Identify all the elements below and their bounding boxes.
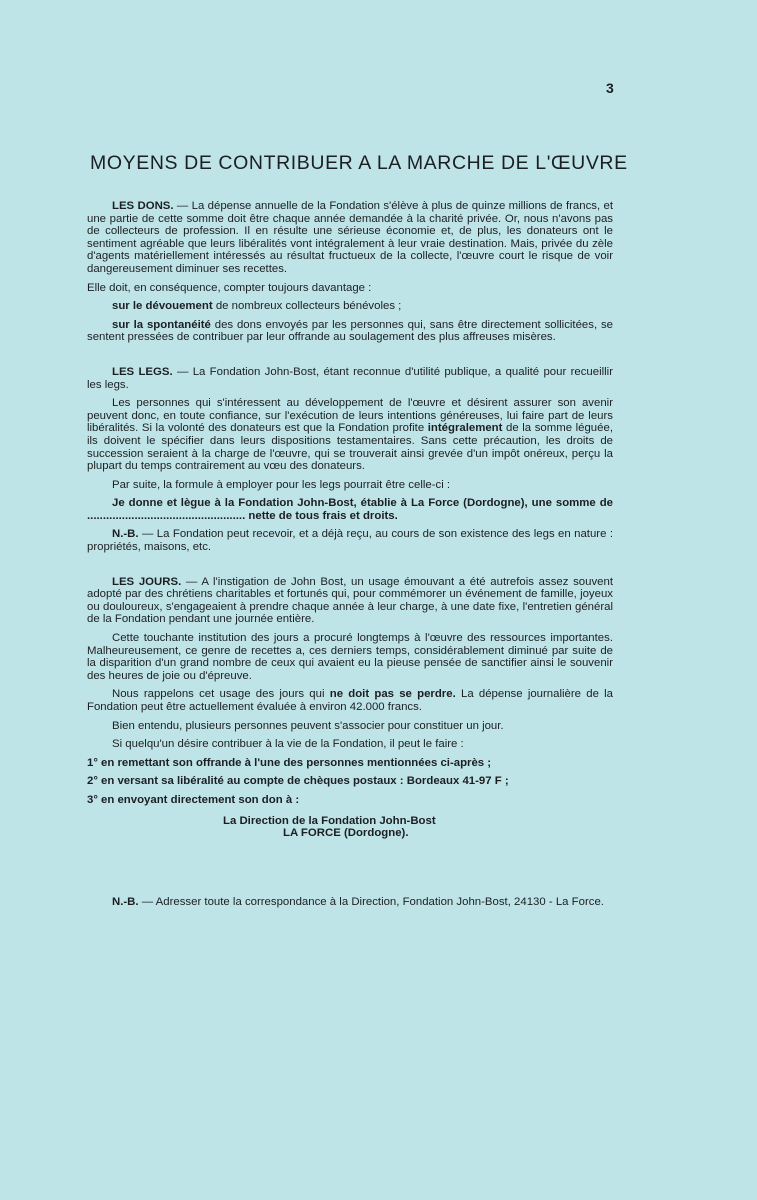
jours-paragraph-3-b: La dépense journalière de la Fondation peut être actuellement évaluée à environ 42.000 francs.	[87, 688, 614, 713]
dons-item-2	[87, 319, 613, 344]
section-dons	[87, 200, 613, 344]
section-jours	[87, 576, 613, 840]
way-item-1-number: 1°	[87, 756, 98, 769]
way-item-1-text: en remettant son offrande à l'une des personnes mentionnées ci-après ;	[101, 756, 492, 769]
page-number: 3	[606, 80, 614, 96]
legs-formula-line-2b: nette de tous frais et droits.	[248, 509, 398, 522]
dons-heading: LES DONS.	[112, 200, 174, 212]
jours-paragraph-5: Si quelqu'un désire contribuer à la vie de la Fondation, il peut le faire :	[112, 738, 464, 751]
dons-intro	[87, 200, 613, 276]
jours-paragraph-3	[87, 688, 613, 713]
dons-item-1-bold: sur le dévouement	[112, 300, 213, 313]
legs-nb-text: — La Fondation peut recevoir, et a déjà reçu, au cours de son existence des legs en nature : propriétés, maisons, etc.	[87, 528, 613, 554]
way-item-3-number: 3°	[87, 793, 98, 806]
dons-item-1-text: de nombreux collecteurs bénévoles ;	[212, 300, 402, 313]
legs-formula-dots: ..................................................	[87, 509, 249, 522]
dons-item-2-text: des dons envoyés par les personnes qui, sans être directement sollicitées, se sentent pressées de contribuer par leur offrande au soulagement des plus affreuses misères.	[87, 318, 614, 344]
legs-heading: LES LEGS.	[112, 365, 173, 378]
dons-item-1	[87, 300, 613, 313]
legs-paragraph-a: Les personnes qui s'intéressent au développement de l'œuvre et désirent assurer son avenir peuvent donc, en toute confiance, sur l'exécution de leurs intentions généreuses, lui faire part de leurs libéralités. Si la volonté des donateurs est que la Fondation profite	[87, 397, 613, 435]
jours-paragraph-3-bold: ne doit pas se perdre.	[329, 688, 456, 701]
way-item-2-number: 2°	[87, 775, 98, 788]
legs-formula	[87, 497, 613, 522]
jours-intro-text: — A l'instigation de John Bost, un usage émouvant a été autrefois assez souvent adopté par des chrétiens charitables et fortunés qui, pour commémorer un événement de famille, joyeux ou douloureux, s'engageaient à prendre chaque année à leur charge, à une date fixe, l'entretien général de la Fondation pendant une journée entière.	[87, 575, 613, 626]
legs-paragraph	[87, 397, 613, 473]
legs-intro-text: — La Fondation John-Bost, étant reconnue d'utilité publique, a qualité pour recueillir les legs.	[87, 365, 613, 391]
footer-note-text: — Adresser toute la correspondance à la Direction, Fondation John-Bost, 24130 - La Force.	[138, 895, 604, 908]
document-body	[87, 200, 613, 914]
legs-formula-line-1: Je donne et lègue à la Fondation John-Bost, établie à La Force (Dordogne),	[112, 497, 528, 510]
way-item-1	[87, 757, 613, 770]
jours-heading: LES JOURS.	[112, 575, 182, 588]
legs-nb	[87, 528, 613, 553]
jours-paragraph-4: Bien entendu, plusieurs personnes peuvent s'associer pour constituer un jour.	[112, 719, 504, 732]
dons-item-2-bold: sur la spontanéité	[112, 318, 211, 331]
jours-paragraph-2: Cette touchante institution des jours a procuré longtemps à l'œuvre des ressources importantes. Malheureusement, ce genre de recettes a, ces derniers temps, considérablement diminué par suite de la disparition d'un grand nombre de ceux qui avaient eu la pieuse pensée de sanctifier ainsi le souvenir des heures de joie ou d'épreuve.	[87, 632, 613, 682]
way-item-3-text: en envoyant directement son don à :	[101, 793, 300, 806]
way-item-3	[87, 794, 613, 807]
page-title: MOYENS DE CONTRIBUER A LA MARCHE DE L'ŒUVRE	[90, 152, 628, 174]
dons-consequence: Elle doit, en conséquence, compter toujours davantage :	[87, 281, 372, 294]
signature-line-1: La Direction de la Fondation John-Bost	[223, 814, 436, 827]
jours-paragraph-3-a: Nous rappelons cet usage des jours qui	[112, 688, 330, 701]
signature-line-2: LA FORCE (Dordogne).	[283, 827, 409, 840]
legs-paragraph-bold: intégralement	[427, 422, 503, 435]
legs-formula-line-2a: une somme de	[531, 497, 613, 510]
jours-intro	[87, 576, 613, 626]
way-item-2-text: en versant sa libéralité au compte de chèques postaux : Bordeaux 41-97 F ;	[101, 775, 509, 788]
legs-intro	[87, 366, 613, 391]
footer-note-heading: N.-B.	[112, 895, 139, 908]
footer-note	[87, 896, 613, 909]
section-legs	[87, 366, 613, 554]
legs-paragraph-b: de la somme léguée, ils doivent le spécifier dans leurs dispositions testamentaires. Sans cette précaution, les droits de succession seraient à la charge de l'œuvre, qui se trouverait ainsi grevée d'un impôt onéreux, perçu la plupart du temps contrairement au vœu des donateurs.	[87, 422, 613, 473]
way-item-2	[87, 775, 613, 788]
legs-formula-intro: Par suite, la formule à employer pour les legs pourrait être celle-ci :	[112, 478, 451, 491]
dons-intro-text: — La dépense annuelle de la Fondation s'élève à plus de quinze millions de francs, et une partie de cette somme doit être chaque année demandée à la charité privée. Or, nous n'avons pas de collecteurs de profession. Il en résulte une sérieuse économie et, de plus, les donateurs ont le sentiment agréable que leurs libéralités vont intégralement à leur vraie destination. Mais, privée du zèle d'agents matériellement intéressés au résultat fructueux de la collecte, l'œuvre court le risque de voir dangereusement diminuer ses recettes.	[87, 200, 613, 275]
legs-nb-heading: N.-B.	[112, 528, 139, 541]
